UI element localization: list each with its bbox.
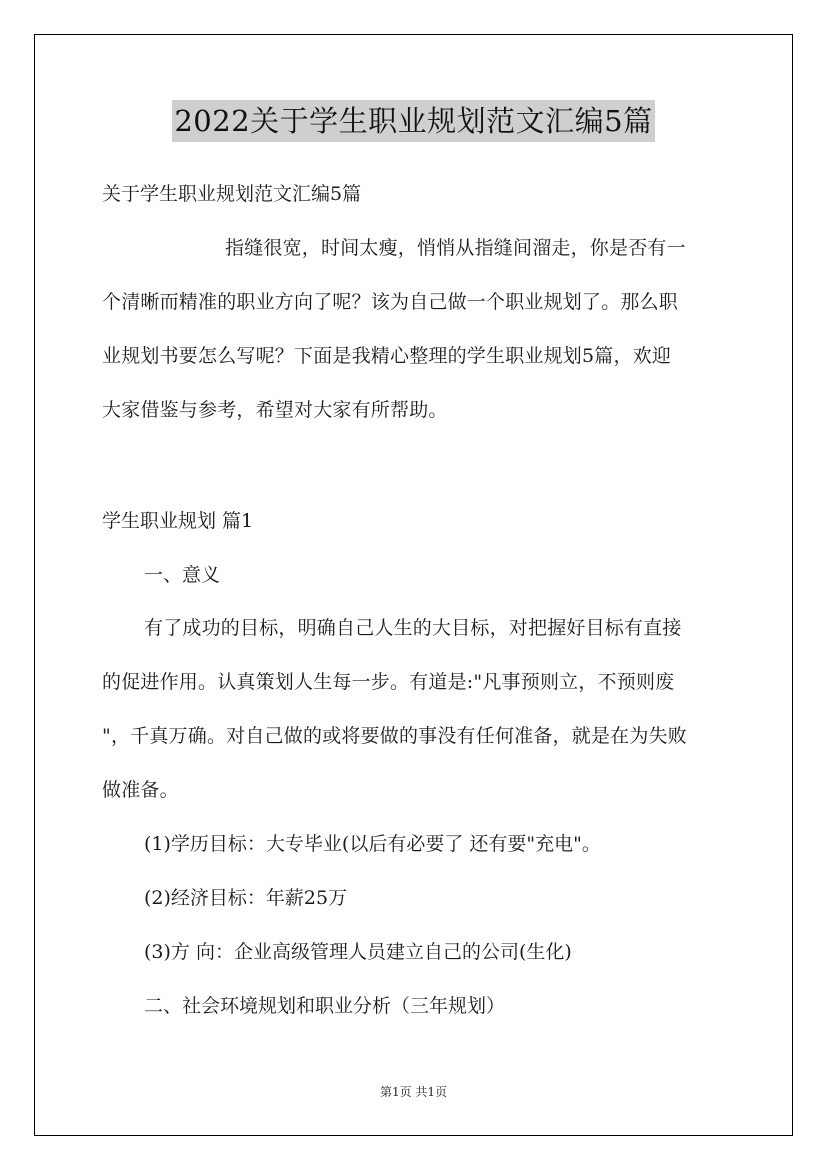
paragraph-line-1: 有了成功的目标，明确自己人生的大目标，对把握好目标有直接 (144, 617, 682, 639)
section-heading: 学生职业规划 篇1 (102, 510, 254, 532)
intro-line-4: 大家借鉴与参考，希望对大家有所帮助。 (102, 399, 448, 421)
subheading-meaning: 一、意义 (144, 564, 221, 586)
intro-line-1: 指缝很宽，时间太瘦，悄悄从指缝间溜走，你是否有一 (225, 237, 686, 259)
page-number-footer: 第1页 共1页 (379, 1085, 448, 1099)
goal-economic: (2)经济目标：年薪25万 (144, 887, 348, 909)
intro-line-2: 个清晰而精准的职业方向了呢？该为自己做一个职业规划了。那么职 (102, 291, 679, 313)
goal-education: (1)学历目标：大专毕业(以后有必要了 还有要"充电"。 (144, 833, 601, 855)
title-container (0, 100, 827, 142)
goal-direction: (3)方 向：企业高级管理人员建立自己的公司(生化) (144, 941, 572, 963)
paragraph-line-3: "，千真万确。对自己做的或将要做的事没有任何准备，就是在为失败 (102, 725, 687, 747)
paragraph-line-2: 的促进作用。认真策划人生每一步。有道是:"凡事预则立，不预则废 (102, 671, 675, 693)
paragraph-line-4: 做准备。 (102, 779, 179, 801)
subheading-environment: 二、社会环境规划和职业分析（三年规划） (144, 995, 506, 1017)
document-title: 2022关于学生职业规划范文汇编5篇 (172, 100, 654, 142)
document-subtitle: 关于学生职业规划范文汇编5篇 (102, 183, 362, 205)
intro-line-3: 业规划书要怎么写呢？下面是我精心整理的学生职业规划5篇，欢迎 (102, 345, 672, 367)
